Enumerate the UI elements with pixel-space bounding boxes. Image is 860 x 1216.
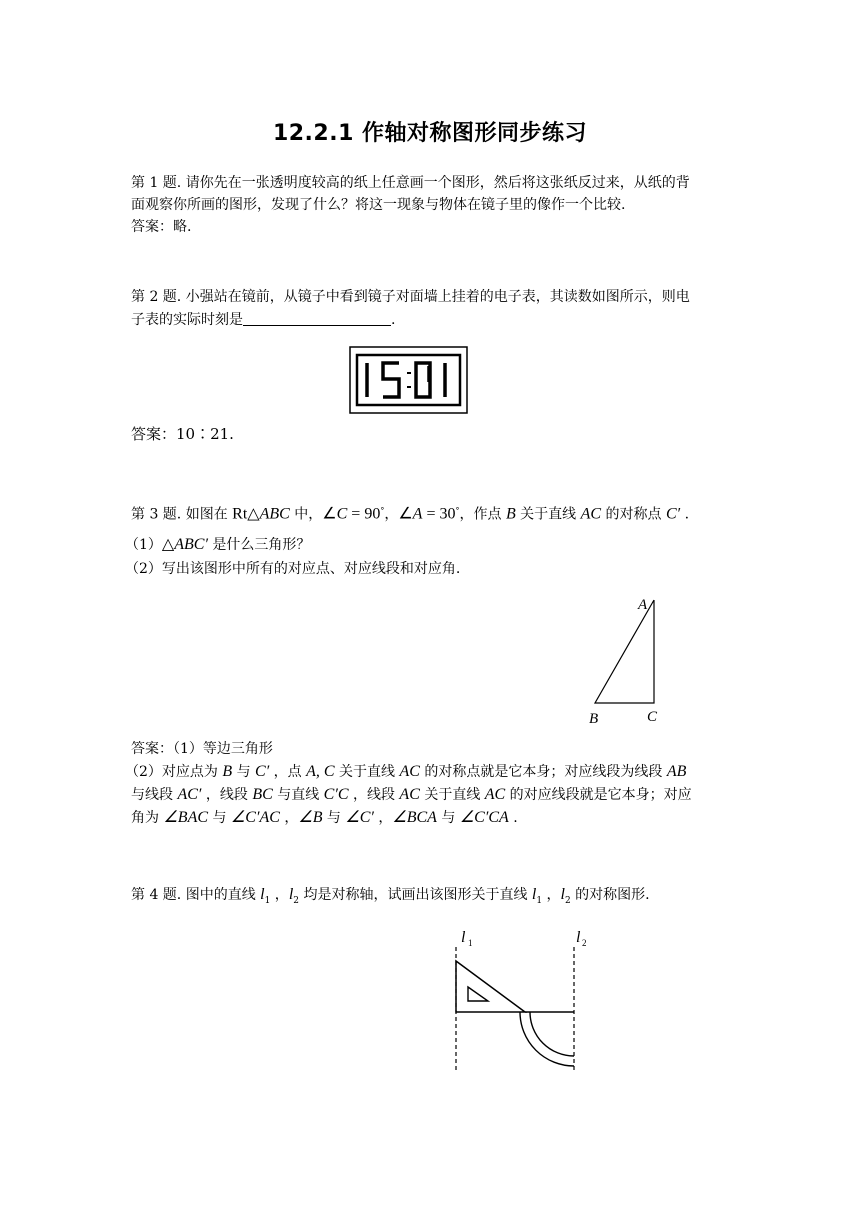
q4-symmetry-figure [440, 925, 590, 1075]
label-l2: l [576, 929, 581, 946]
q3-answer-4: 角为 ∠BAC 与 ∠C′AC ，∠B 与 ∠C′ ，∠BCA 与 ∠C′CA . [131, 809, 518, 826]
q1-stem-line1: 第 1 题. 请你先在一张透明度较高的纸上任意画一个图形，然后将这张纸反过来，从纸的背 [131, 175, 690, 191]
q3-answer-2: （2）对应点为 B 与 C′ ，点 A, C 关于直线 AC 的对称点就是它本身；对应线段为线段 AB [125, 763, 687, 780]
q3-sub-question-2: （2）写出该图形中所有的对应点、对应线段和对应角. [125, 561, 461, 577]
digital-clock-figure [349, 346, 469, 414]
q2-stem-prefix: 子表的实际时刻是 [131, 312, 243, 328]
q3-answer-3: 与线段 AC′ ，线段 BC 与直线 C′C ，线段 AC 关于直线 AC 的对应线段就是它本身；对应 [131, 786, 692, 803]
protractor-inner-arc [530, 1012, 574, 1056]
q3-answer-1: 答案：（1）等边三角形 [131, 741, 273, 757]
set-square-triangle [456, 961, 525, 1012]
label-l1: l [461, 929, 466, 946]
q1-answer: 答案：略. [131, 219, 192, 235]
label-l2-sub: 2 [582, 938, 587, 948]
q2-stem-suffix: . [391, 312, 396, 328]
label-a: A [638, 597, 648, 613]
q2-stem-line2 [131, 309, 751, 331]
protractor-outer-arc [520, 1012, 574, 1066]
triangle-abc [595, 600, 654, 703]
page-title: 12.2.1 作轴对称图形同步练习 [272, 121, 588, 146]
label-c: C [647, 709, 658, 725]
label-b: B [589, 711, 599, 727]
q1-stem-line2: 面观察你所画的图形，发现了什么？将这一现象与物体在镜子里的像作一个比较. [131, 197, 626, 213]
q2-stem-line1: 第 2 题. 小强站在镜前，从镜子中看到镜子对面墙上挂着的电子表，其读数如图所示，则电 [131, 289, 690, 305]
q2-answer-blank [243, 311, 391, 326]
q4-stem: 第 4 题. 图中的直线 $l_1$ ，$l_2$ 均是对称轴，试画出该图形关于直线 $l_1$ ，$l_2$ 的对称图形. [131, 886, 650, 906]
q3-stem: 第 3 题. 如图在 Rt△ABC 中，∠C = 90°，∠A = 30°，作点 B 关于直线 AC 的对称点 C′ . [131, 505, 690, 523]
set-square-hole [468, 987, 488, 1001]
q3-triangle-figure [580, 590, 670, 730]
q2-answer: 答案：10∶21. [131, 425, 234, 443]
q3-sub-question-1: （1）△ABC′ 是什么三角形？ [125, 536, 311, 553]
label-l1-sub: 1 [468, 938, 473, 948]
